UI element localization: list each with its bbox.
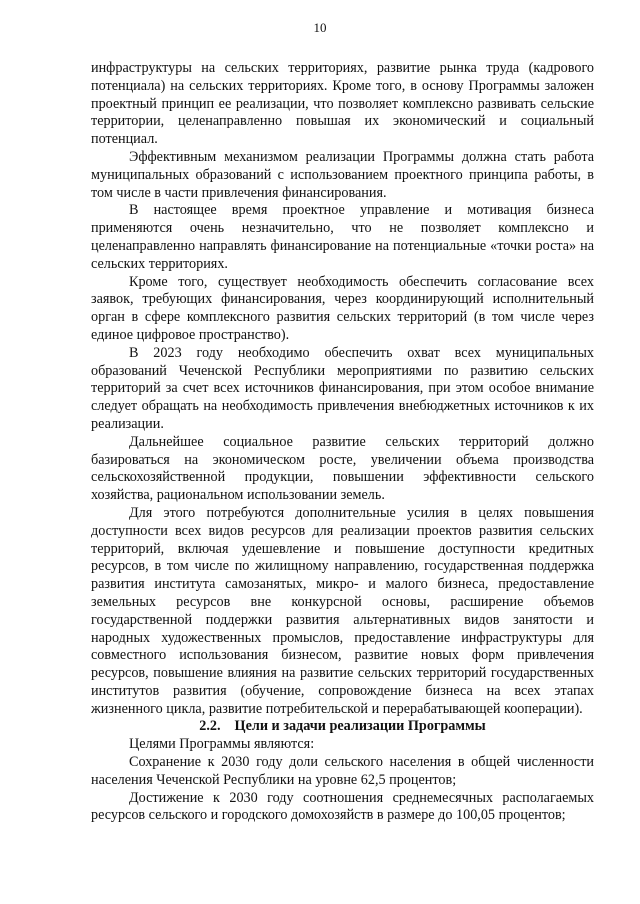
paragraph: Дальнейшее социальное развитие сельских территорий должно базироваться на экономическом росте, увеличении объема производства сельскохозяйственной продукции, повышении эффективности сельского хозяйства, рациональном использовании земель. <box>91 433 594 504</box>
goals-intro: Целями Программы являются: <box>129 736 315 753</box>
paragraph: инфраструктуры на сельских территориях, развитие рынка труда (кадрового потенциала) на сельских территориях. Кроме того, в основу Программы заложен проектный принцип ее реализации, что позволяет комплексно развивать сельские территории, целенаправленно повышая их экономический и социальный потенциал. <box>91 60 594 148</box>
section-title: Цели и задачи реализации Программы <box>234 718 486 735</box>
paragraph: Кроме того, существует необходимость обеспечить согласование всех заявок, требующих финансирования, через координирующий исполнительный орган в сфере комплексного развития сельских территорий (в том числе через единое цифровое пространство). <box>91 273 594 343</box>
page-number: 10 <box>313 20 327 35</box>
goal-item: Сохранение к 2030 году доли сельского населения в общей численности населения Чеченской Республики на уровне 62,5 процентов; <box>91 754 594 788</box>
document-body <box>91 60 594 825</box>
section-number: 2.2. <box>199 718 221 735</box>
paragraph: В 2023 году необходимо обеспечить охват всех муниципальных образований Чеченской Республики мероприятиями по развитию сельских территорий за счет всех источников финансирования, при этом особое внимание следует обращать на необходимость привлечения внебюджетных источников к их реализации. <box>91 344 594 432</box>
section-heading <box>91 718 594 736</box>
goal-item: Достижение к 2030 году соотношения среднемесячных располагаемых ресурсов сельского и городского домохозяйств в размере до 100,05 процентов; <box>91 789 594 824</box>
paragraph: Для этого потребуются дополнительные усилия в целях повышения доступности всех видов ресурсов для реализации проектов развития сельских территорий, включая удешевление и повышение доступности кредитных ресурсов, в том числе по жилищному направлению, государственная поддержка развития института самозанятых, микро- и малого бизнеса, предоставление земельных ресурсов вне конкурсной основы, расширение объемов государственной поддержки развития альтернативных видов занятости и народных художественных промыслов, предоставление инфраструктуры для совместного использования бизнесом, развитие новых форм привлечения ресурсов, повышение влияния на развитие сельских территорий государственных институтов развития (обучение, сопровождение бизнеса на всех этапах жизненного цикла, развитие потребительской и перерабатывающей кооперации). <box>91 504 594 717</box>
paragraph: Эффективным механизмом реализации Программы должна стать работа муниципальных образований с использованием проектного принципа работы, в том числе в части привлечения финансирования. <box>91 148 594 201</box>
paragraph: В настоящее время проектное управление и мотивация бизнеса применяются очень незначительно, что не позволяет комплексно и целенаправленно направлять финансирование на потенциальные «точки роста» на сельских территориях. <box>91 202 594 272</box>
